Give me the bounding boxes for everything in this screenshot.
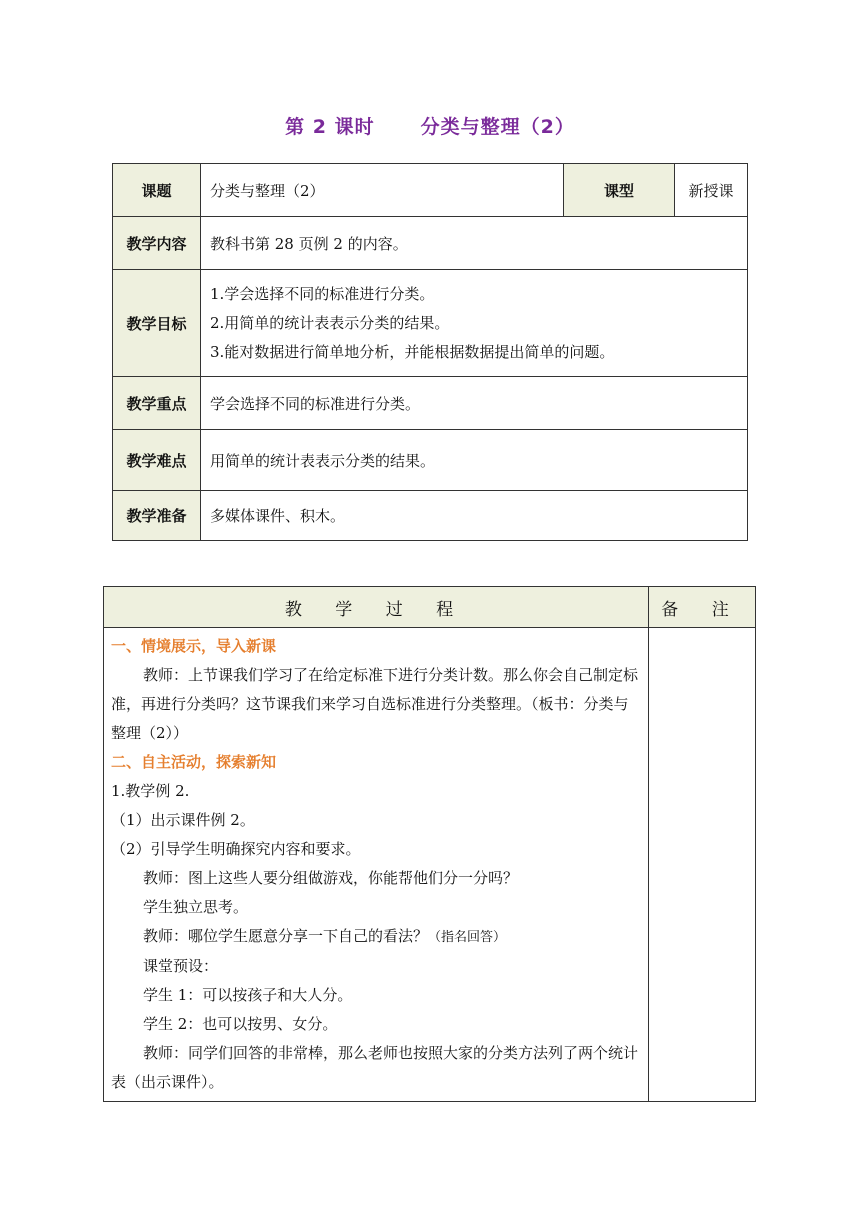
difficulty-value: 用简单的统计表表示分类的结果。 bbox=[201, 430, 748, 491]
teaching-process-table bbox=[103, 586, 756, 1102]
process-header: 教 学 过 程 bbox=[104, 587, 649, 628]
paragraph: （1）出示课件例 2。 bbox=[111, 811, 255, 829]
answer-note: （指名回答） bbox=[428, 930, 507, 945]
subject-value: 分类与整理（2） bbox=[201, 164, 564, 217]
paragraph: （2）引导学生明确探究内容和要求。 bbox=[111, 840, 361, 858]
process-body-row bbox=[104, 628, 756, 1102]
notes-header: 备 注 bbox=[649, 587, 756, 628]
goal-item: 1.学会选择不同的标准进行分类。 bbox=[210, 284, 435, 303]
lesson-number: 第 2 课时 bbox=[285, 116, 375, 138]
process-body bbox=[104, 628, 649, 1102]
content-value: 教科书第 28 页例 2 的内容。 bbox=[201, 217, 748, 270]
section-heading: 二、自主活动，探索新知 bbox=[111, 753, 277, 771]
paragraph: 课堂预设： bbox=[143, 957, 219, 975]
type-label: 课型 bbox=[564, 164, 675, 217]
difficulty-row bbox=[113, 430, 748, 491]
question-text: 教师：哪位学生愿意分享一下自己的看法？ bbox=[143, 927, 429, 945]
paragraph: 教师：同学们回答的非常棒，那么老师也按照大家的分类方法列了两个统计表（出示课件）。 bbox=[111, 1044, 639, 1091]
difficulty-label: 教学难点 bbox=[113, 430, 201, 491]
paragraph: 学生 2：也可以按男、女分。 bbox=[143, 1015, 338, 1033]
notes-cell bbox=[649, 628, 756, 1102]
goals-label: 教学目标 bbox=[113, 270, 201, 377]
key-label: 教学重点 bbox=[113, 377, 201, 430]
lesson-topic: 分类与整理（2） bbox=[420, 116, 575, 138]
type-value: 新授课 bbox=[675, 164, 748, 217]
goal-item: 3.能对数据进行简单地分析，并能根据数据提出简单的问题。 bbox=[210, 342, 615, 361]
paragraph: 1.教学例 2. bbox=[111, 782, 190, 800]
paragraph: 教师：图上这些人要分组做游戏，你能帮他们分一分吗？ bbox=[143, 869, 519, 887]
paragraph: 学生 1：可以按孩子和大人分。 bbox=[143, 986, 353, 1004]
lesson-info-table bbox=[112, 163, 748, 541]
goals-value bbox=[201, 270, 748, 377]
goals-row bbox=[113, 270, 748, 377]
process-header-row bbox=[104, 587, 756, 628]
prep-value: 多媒体课件、积木。 bbox=[201, 491, 748, 541]
goal-item: 2.用简单的统计表表示分类的结果。 bbox=[210, 313, 450, 332]
paragraph: 学生独立思考。 bbox=[143, 898, 249, 916]
prep-row bbox=[113, 491, 748, 541]
section-heading: 一、情境展示，导入新课 bbox=[111, 637, 277, 655]
subject-label: 课题 bbox=[113, 164, 201, 217]
prep-label: 教学准备 bbox=[113, 491, 201, 541]
content-row bbox=[113, 217, 748, 270]
page-title bbox=[0, 112, 860, 139]
key-row bbox=[113, 377, 748, 430]
key-value: 学会选择不同的标准进行分类。 bbox=[201, 377, 748, 430]
subject-row bbox=[113, 164, 748, 217]
content-label: 教学内容 bbox=[113, 217, 201, 270]
paragraph bbox=[111, 922, 642, 952]
paragraph: 教师：上节课我们学习了在给定标准下进行分类计数。那么你会自己制定标准，再进行分类吗？这节课我们来学习自选标准进行分类整理。（板书：分类与整理（2）） bbox=[111, 666, 639, 742]
